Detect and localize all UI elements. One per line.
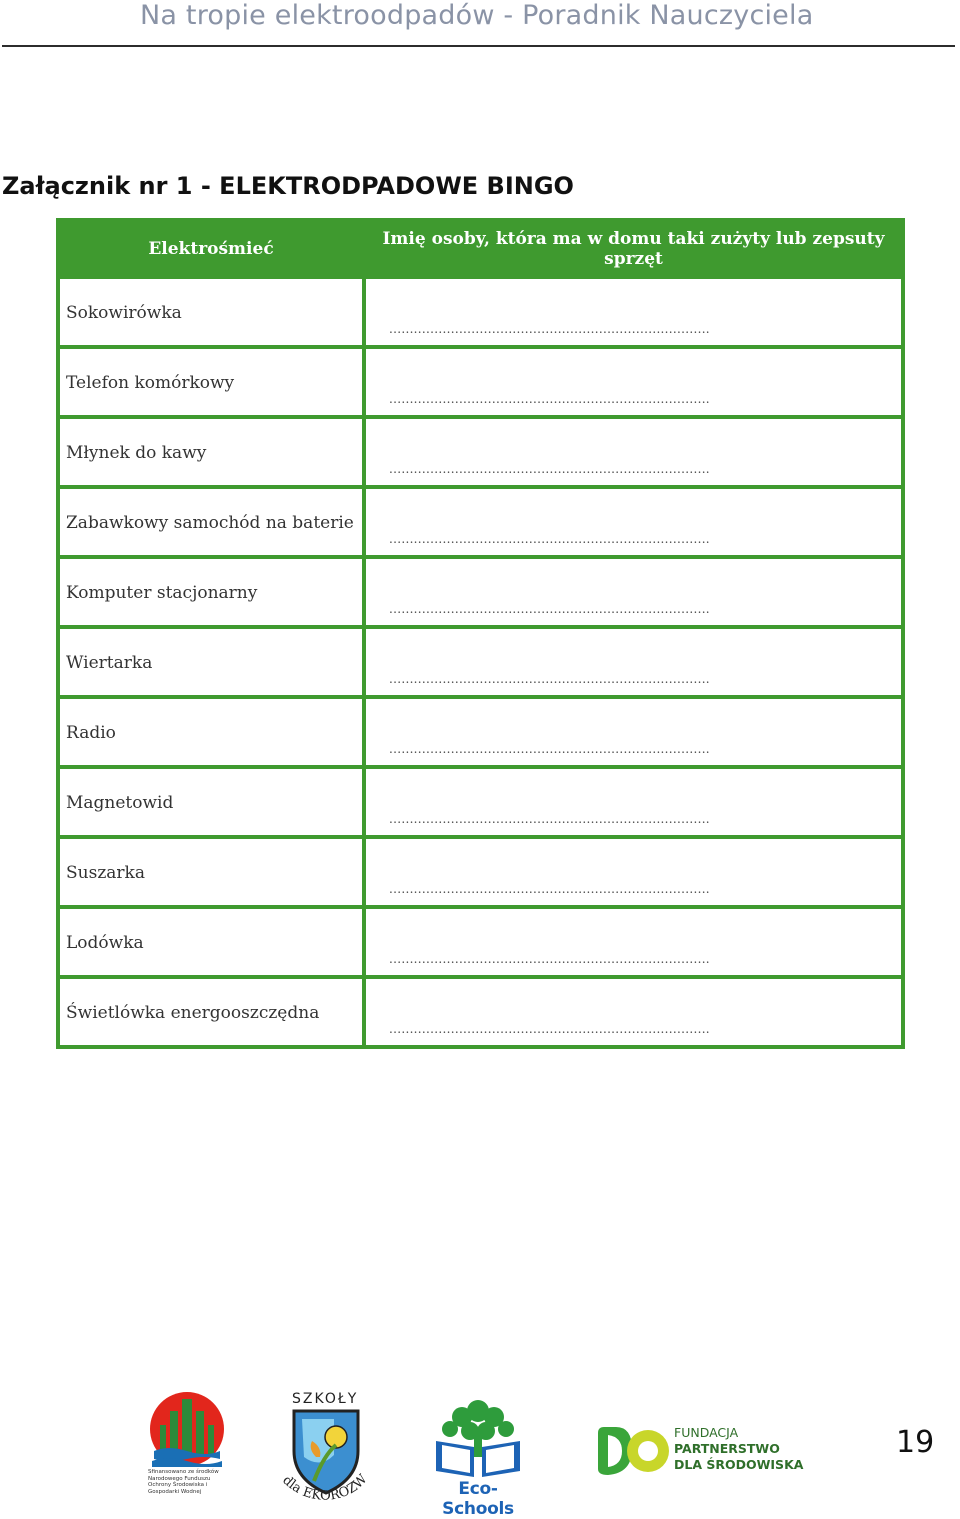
- table-row: [58, 767, 903, 837]
- table-row: [58, 627, 903, 697]
- name-blank-line: ..............................................................................: [389, 672, 710, 686]
- svg-text:dla EKOROZWOJU: dla EKOROZW: [279, 1471, 371, 1501]
- name-blank-line: ..............................................................................: [389, 532, 710, 546]
- column-header-item: Elektrośmieć: [58, 220, 364, 277]
- table-row: [58, 977, 903, 1047]
- item-cell: [58, 417, 364, 487]
- item-cell: [58, 697, 364, 767]
- page-number: 19: [896, 1425, 935, 1460]
- table-row: [58, 697, 903, 767]
- item-label: Komputer stacjonarny: [66, 583, 258, 603]
- szkoly-shield-icon: [274, 1385, 376, 1501]
- name-blank-line: ..............................................................................: [389, 882, 710, 896]
- item-label: Świetlówka energooszczędna: [66, 1003, 320, 1023]
- running-header-title: Na tropie elektroodpadów - Poradnik Nauczyciela: [140, 0, 814, 31]
- column-header-person: Imię osoby, która ma w domu taki zużyty lub zepsuty sprzęt: [364, 220, 903, 277]
- name-entry-cell[interactable]: [364, 417, 903, 487]
- table-row: [58, 837, 903, 907]
- item-label: Młynek do kawy: [66, 443, 207, 463]
- name-entry-cell[interactable]: [364, 557, 903, 627]
- item-label: Suszarka: [66, 863, 145, 883]
- table-row: [58, 557, 903, 627]
- nfosigw-logo: [148, 1389, 226, 1503]
- name-blank-line: ..............................................................................: [389, 952, 710, 966]
- name-entry-cell[interactable]: [364, 697, 903, 767]
- section-heading: Załącznik nr 1 - ELEKTRODPADOWE BINGO: [2, 172, 574, 200]
- szkoly-dla-ekorozwoju-logo: [274, 1385, 376, 1501]
- fps-line-3: DLA ŚRODOWISKA: [674, 1457, 804, 1472]
- name-blank-line: ..............................................................................: [389, 602, 710, 616]
- header-divider: [2, 45, 955, 47]
- eco-schools-tree-icon: [424, 1391, 532, 1479]
- name-entry-cell[interactable]: [364, 487, 903, 557]
- item-label: Sokowirówka: [66, 303, 182, 323]
- name-entry-cell[interactable]: [364, 767, 903, 837]
- item-cell: [58, 487, 364, 557]
- item-cell: [58, 907, 364, 977]
- item-label: Zabawkowy samochód na baterie: [66, 513, 354, 533]
- fps-leaf-icon: [594, 1425, 670, 1477]
- item-cell: [58, 627, 364, 697]
- item-label: Radio: [66, 723, 116, 743]
- fps-line-1: FUNDACJA: [674, 1425, 739, 1440]
- item-cell: [58, 347, 364, 417]
- table-header-row: [58, 220, 903, 277]
- item-label: Lodówka: [66, 933, 144, 953]
- item-cell: [58, 557, 364, 627]
- fps-line-2: PARTNERSTWO: [674, 1441, 780, 1456]
- item-cell: [58, 277, 364, 347]
- table-body: [58, 277, 903, 1047]
- eco-schools-logo: [424, 1391, 532, 1519]
- item-cell: [58, 837, 364, 907]
- table-row: [58, 907, 903, 977]
- fundacja-partnerstwo-logo: [594, 1421, 804, 1481]
- bingo-table: [56, 218, 905, 1049]
- name-blank-line: ..............................................................................: [389, 1022, 710, 1036]
- name-entry-cell[interactable]: [364, 977, 903, 1047]
- nfosigw-caption: Sfinansowano ze środków Narodowego Funduszu Ochrony Środowiska i Gospodarki Wodnej: [148, 1469, 219, 1495]
- item-label: Wiertarka: [66, 653, 153, 673]
- table-row: [58, 277, 903, 347]
- name-entry-cell[interactable]: [364, 627, 903, 697]
- eco-schools-label: Eco-Schools: [442, 1479, 514, 1519]
- name-entry-cell[interactable]: [364, 837, 903, 907]
- name-entry-cell[interactable]: [364, 347, 903, 417]
- svg-text:SZKOŁY: SZKOŁY: [292, 1391, 359, 1407]
- name-blank-line: ..............................................................................: [389, 322, 710, 336]
- fps-text: [674, 1425, 803, 1473]
- nfosigw-emblem-icon: [148, 1389, 226, 1469]
- item-label: Magnetowid: [66, 793, 174, 813]
- table-row: [58, 417, 903, 487]
- name-blank-line: ..............................................................................: [389, 742, 710, 756]
- table-row: [58, 347, 903, 417]
- table-row: [58, 487, 903, 557]
- item-cell: [58, 767, 364, 837]
- name-blank-line: ..............................................................................: [389, 392, 710, 406]
- item-label: Telefon komórkowy: [66, 373, 235, 393]
- item-cell: [58, 977, 364, 1047]
- name-entry-cell[interactable]: [364, 277, 903, 347]
- name-blank-line: ..............................................................................: [389, 812, 710, 826]
- name-blank-line: ..............................................................................: [389, 462, 710, 476]
- sponsor-logos: [0, 1385, 960, 1519]
- name-entry-cell[interactable]: [364, 907, 903, 977]
